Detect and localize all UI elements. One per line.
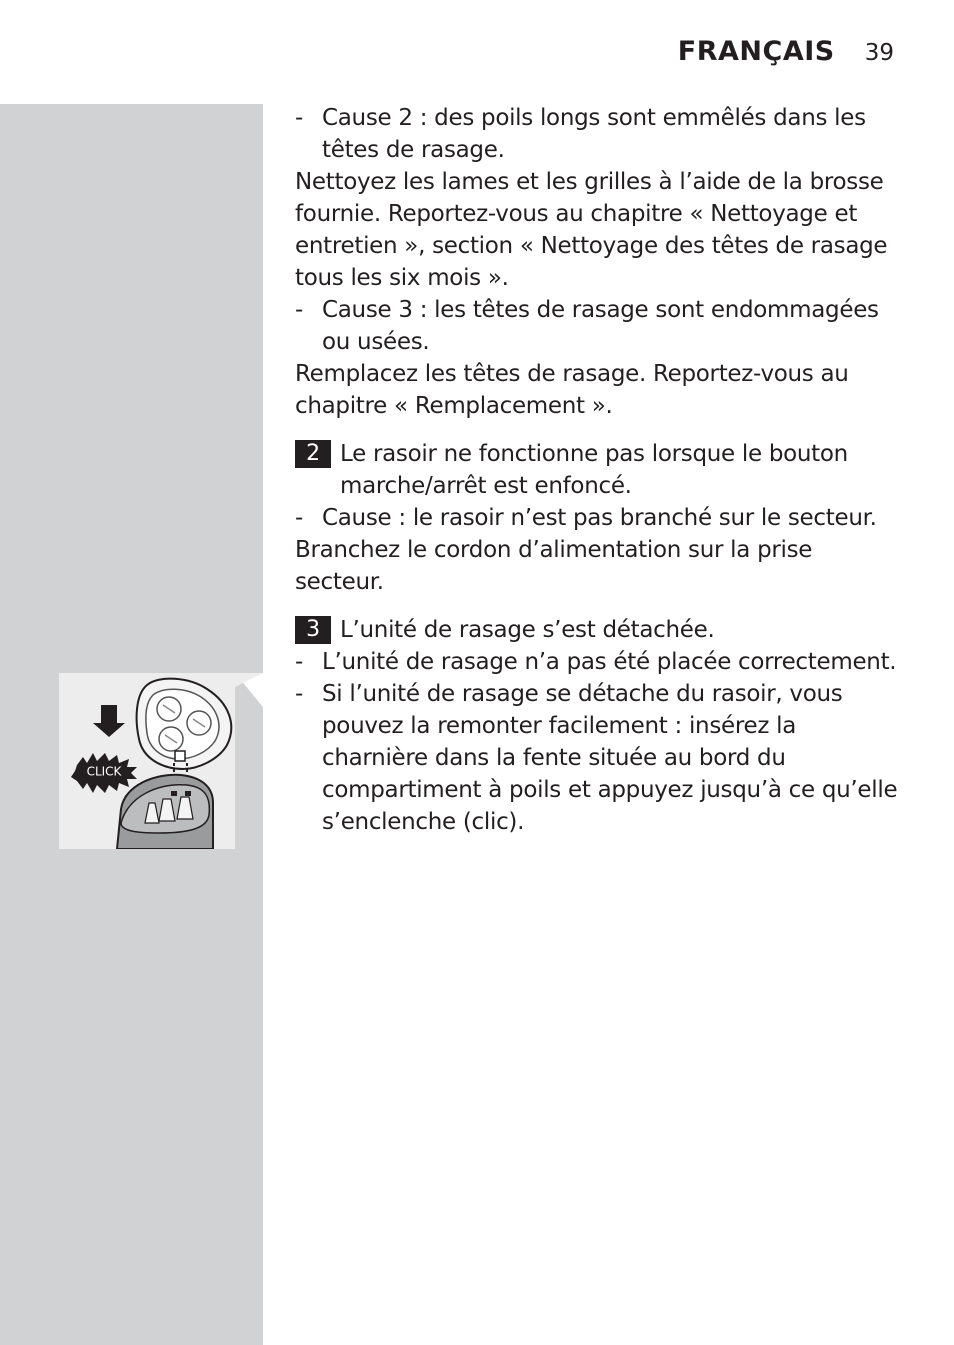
shaver-body-icon [117,775,213,849]
shaving-unit-icon [137,679,232,769]
language-heading: FRANÇAIS [677,36,835,67]
cause2-text: Cause 2 : des poils longs sont emmêlés dans les têtes de rasage. [322,105,866,163]
step-2-title: Le rasoir ne fonctionne pas lorsque le bouton marche/arrêt est enfoncé. [340,441,848,499]
step3-item-1 [295,646,905,678]
page-number: 39 [864,40,894,66]
callout-pointer [235,673,263,707]
step-2 [295,438,905,502]
step2-solution: Branchez le cordon d’alimentation sur la prise secteur. [295,537,813,595]
cause2-item [295,102,905,166]
step3-item-2 [295,678,905,838]
main-content [295,102,905,838]
cause3-item [295,294,905,358]
step-number-3: 3 [295,616,331,644]
bullet-dash: - [295,297,303,323]
bullet-dash: - [295,681,303,707]
cause2-solution: Nettoyez les lames et les grilles à l’aide de la brosse fournie. Reportez-vous au chapitre « Nettoyage et entretien », section « Nettoyage des têtes de rasage tous les six mois ». [295,169,888,291]
page-header [678,36,894,67]
bullet-dash: - [295,505,303,531]
step2-cause-item [295,502,905,534]
click-label: CLICK [86,764,122,779]
bullet-dash: - [295,105,303,131]
down-arrow-icon [93,705,125,737]
shaver-illustration [59,673,235,849]
click-burst-icon [71,753,137,793]
cause3-solution: Remplacez les têtes de rasage. Reportez-vous au chapitre « Remplacement ». [295,361,849,419]
step-3-title: L’unité de rasage s’est détachée. [340,617,715,643]
step2-cause-text: Cause : le rasoir n’est pas branché sur le secteur. [322,505,877,531]
cause3-text: Cause 3 : les têtes de rasage sont endommagées ou usées. [322,297,879,355]
step3-text-1: L’unité de rasage n’a pas été placée correctement. [322,649,897,675]
step3-text-2: Si l’unité de rasage se détache du rasoir, vous pouvez la remonter facilement : insérez la charnière dans la fente située au bord du compartiment à poils et appuyez jusqu’à ce qu’elle s’enclenche (clic). [322,681,898,835]
bullet-dash: - [295,649,303,675]
step-3 [295,614,905,646]
step-number-2: 2 [295,440,331,468]
